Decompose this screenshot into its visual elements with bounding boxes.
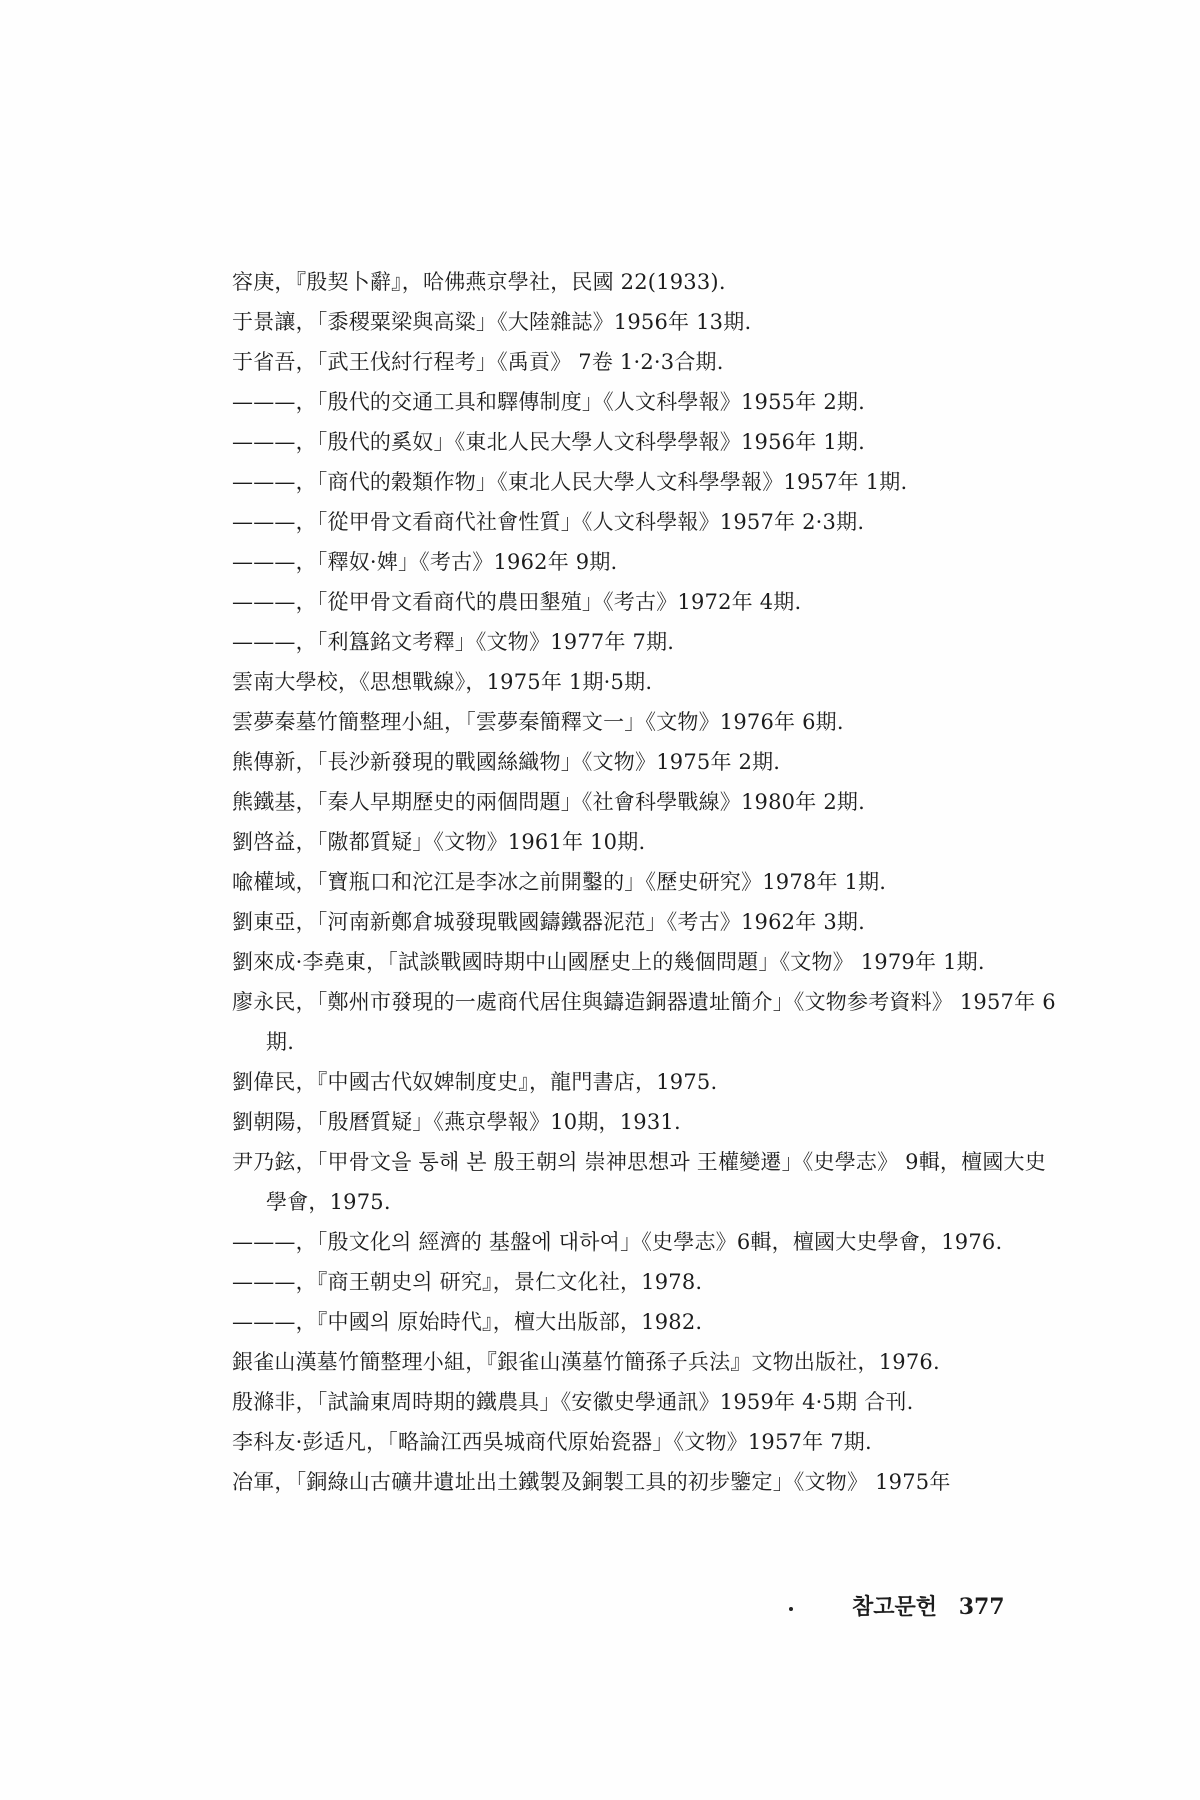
reference-entry: 劉東亞，「河南新鄭倉城發現戰國鑄鐵器泥范」《考古》1962年 3期. bbox=[232, 910, 865, 934]
reference-entry: ———，「殷代的交通工具和驛傳制度」《人文科學報》1955年 2期. bbox=[232, 390, 865, 414]
reference-entry: 雲夢秦墓竹簡整理小組，「雲夢秦簡釋文一」《文物》1976年 6期. bbox=[232, 710, 844, 734]
reference-entry: 李科友·彭适凡，「略論江西吳城商代原始瓷器」《文物》1957年 7期. bbox=[232, 1430, 872, 1454]
reference-entry: 雲南大學校，《思想戰線》，1975年 1期·5期. bbox=[232, 670, 653, 694]
reference-entry: 尹乃鉉，「甲骨文을 통해 본 殷王朝의 崇神思想과 王權變遷」《史學志》 9輯，檀國大史學會，1975. bbox=[232, 1150, 1046, 1214]
page-number: 377 bbox=[958, 1594, 1005, 1620]
reference-entry: 熊傳新，「長沙新發現的戰國絲織物」《文物》1975年 2期. bbox=[232, 750, 781, 774]
bibliography-list bbox=[232, 262, 1062, 1502]
reference-entry: ———，「殷代的奚奴」《東北人民大學人文科學學報》1956年 1期. bbox=[232, 430, 865, 454]
reference-entry: 劉啓益，「隞都質疑」《文物》1961年 10期. bbox=[232, 830, 646, 854]
reference-entry: 劉朝陽，「殷曆質疑」《燕京學報》10期，1931. bbox=[232, 1110, 681, 1134]
reference-entry: 喩權域，「寶瓶口和沱江是李冰之前開鑿的」《歷史研究》1978年 1期. bbox=[232, 870, 887, 894]
reference-entry: ———，「利簋銘文考釋」《文物》1977年 7期. bbox=[232, 630, 675, 654]
reference-entry: 殷滌非，「試論東周時期的鐵農具」《安徽史學通訊》1959年 4·5期 合刊. bbox=[232, 1390, 914, 1414]
reference-entry: 容庚，『殷契卜辭』，哈佛燕京學社，民國 22(1933). bbox=[232, 270, 726, 294]
reference-entry: ———，「釋奴·婢」《考古》1962年 9期. bbox=[232, 550, 618, 574]
reference-entry: ———，「從甲骨文看商代的農田墾殖」《考古》1972年 4期. bbox=[232, 590, 802, 614]
reference-entry: 銀雀山漢墓竹簡整理小組，『銀雀山漢墓竹簡孫子兵法』文物出版社，1976. bbox=[232, 1350, 940, 1374]
reference-entry: ———，「從甲骨文看商代社會性質」《人文科學報》1957年 2·3期. bbox=[232, 510, 865, 534]
reference-entry: 于景讓，「黍稷粟梁與高粱」《大陸雜誌》1956年 13期. bbox=[232, 310, 752, 334]
reference-entry: ———，「殷文化의 經濟的 基盤에 대하여」《史學志》6輯，檀國大史學會，1976. bbox=[232, 1230, 1003, 1254]
reference-entry: ———，『商王朝史의 研究』，景仁文化社，1978. bbox=[232, 1270, 703, 1294]
footer-dot bbox=[789, 1607, 793, 1611]
reference-entry: 熊鐵基，「秦人早期歷史的兩個問題」《社會科學戰線》1980年 2期. bbox=[232, 790, 865, 814]
reference-entry: 于省吾，「武王伐紂行程考」《禹貢》 7卷 1·2·3合期. bbox=[232, 350, 724, 374]
running-footer-label: 참고문헌 bbox=[852, 1594, 938, 1620]
reference-entry: 劉偉民，『中國古代奴婢制度史』，龍門書店，1975. bbox=[232, 1070, 718, 1094]
reference-entry: ———，「商代的穀類作物」《東北人民大學人文科學學報》1957年 1期. bbox=[232, 470, 908, 494]
reference-entry: 冶軍，「銅綠山古礦井遺址出土鐵製及銅製工具的初步鑒定」《文物》 1975年 bbox=[232, 1470, 951, 1494]
page-footer bbox=[852, 1590, 1005, 1621]
reference-entry: 廖永民，「鄭州市發現的一處商代居住與鑄造銅器遺址簡介」《文物参考資料》 1957年 6期. bbox=[232, 990, 1056, 1054]
reference-entry: ———，『中國의 原始時代』，檀大出版部，1982. bbox=[232, 1310, 703, 1334]
reference-entry: 劉來成·李堯東，「試談戰國時期中山國歷史上的幾個問題」《文物》 1979年 1期. bbox=[232, 950, 985, 974]
